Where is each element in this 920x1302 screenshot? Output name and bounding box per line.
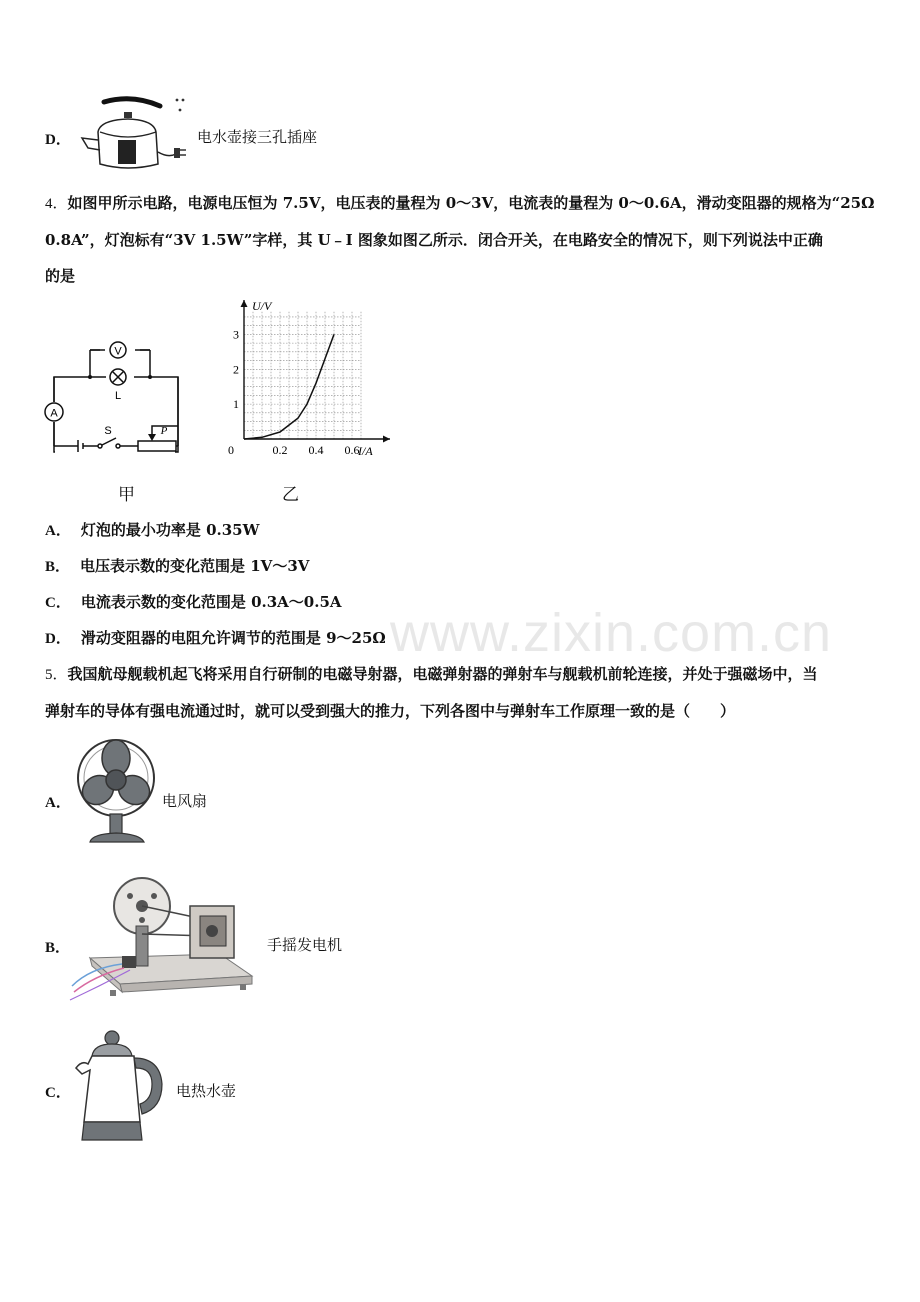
origin-label: 0 [228, 443, 234, 457]
y-axis-arrow [241, 300, 248, 307]
voltmeter-label: V [114, 345, 122, 358]
graph-axes [241, 300, 391, 443]
question-5-line-2: 弹射车的导体有强电流通过时，就可以受到强大的推力，下列各图中与弹射车工作原理一致的是（ ） [45, 702, 736, 720]
q4-option-b-text: 电压表示数的变化范围是 1V～3V [80, 557, 310, 575]
question-5-text [45, 656, 885, 729]
q4-option-c-letter: C． [45, 595, 71, 611]
kettle-plug-image [72, 92, 192, 180]
hand-crank-generator-image [70, 876, 260, 1008]
circuit-caption: 甲 [118, 485, 135, 505]
q5-option-c-caption: 电热水壶 [176, 1082, 237, 1100]
electric-kettle-image [74, 1030, 170, 1146]
y-axis-label: U/V [252, 299, 272, 313]
grid-lines [244, 312, 361, 439]
q5-option-a-letter: A． [45, 795, 71, 811]
question-4-text [45, 185, 885, 294]
x-axis-arrow [383, 436, 390, 443]
question-4-line-3: 的是 [45, 267, 76, 285]
q4-option-a-letter: A． [45, 523, 71, 539]
x-tick-label: 0.4 [308, 443, 324, 457]
circuit-diagram [40, 330, 190, 460]
q5-option-b-letter: B． [45, 940, 71, 956]
q4-option-c-text: 电流表示数的变化范围是 0.3A～0.5A [80, 593, 342, 611]
x-axis-label: I/A [358, 444, 373, 458]
x-tick-label: 0.2 [272, 443, 288, 457]
q4-option-a [45, 519, 259, 540]
ui-graph [220, 296, 390, 466]
question-4-line-1: 如图甲所示电路，电源电压恒为 7.5V，电压表的量程为 0～3V，电流表的量程为 0～0.6A，滑动变阻器的规格为“25Ω [67, 194, 875, 212]
electric-fan-image [74, 738, 158, 852]
switch-label: S [104, 425, 112, 437]
q3-option-d-letter: D． [45, 132, 71, 148]
q3-option-d-caption: 电水壶接三孔插座 [197, 128, 318, 146]
x-tick-label: 0.6 [344, 443, 360, 457]
q5-option-b-caption: 手摇发电机 [267, 936, 343, 954]
q4-option-c [45, 591, 342, 612]
question-5-number: 5． [45, 667, 68, 683]
y-tick-label: 3 [233, 327, 239, 342]
ammeter-label: A [50, 407, 58, 420]
graph-caption: 乙 [282, 485, 299, 505]
y-tick-label: 2 [233, 362, 239, 377]
q4-option-b-letter: B． [45, 559, 71, 575]
lamp-label: L [114, 390, 122, 402]
question-4-line-2: 0.8A”，灯泡标有“3V 1.5W”字样，其 U﹣I 图象如图乙所示．闭合开关，在电路安全的情况下，则下列说法中正确 [45, 231, 823, 249]
q4-option-b [45, 555, 309, 576]
q4-option-a-text: 灯泡的最小功率是 0.35W [80, 521, 260, 539]
q4-option-d-text: 滑动变阻器的电阻允许调节的范围是 9～25Ω [80, 629, 386, 647]
y-tick-label: 1 [233, 397, 239, 412]
slider-label: P [160, 425, 168, 437]
watermark: www.zixin.com.cn [390, 603, 833, 663]
q4-option-d-letter: D． [45, 631, 71, 647]
q5-option-c-letter: C． [45, 1085, 71, 1101]
q4-option-d [45, 627, 386, 648]
question-5-line-1: 我国航母舰载机起飞将采用自行研制的电磁导射器，电磁弹射器的弹射车与舰载机前轮连接，并处于强磁场中，当 [67, 665, 818, 683]
q5-option-a-caption: 电风扇 [162, 792, 208, 810]
question-4-number: 4． [45, 196, 68, 212]
